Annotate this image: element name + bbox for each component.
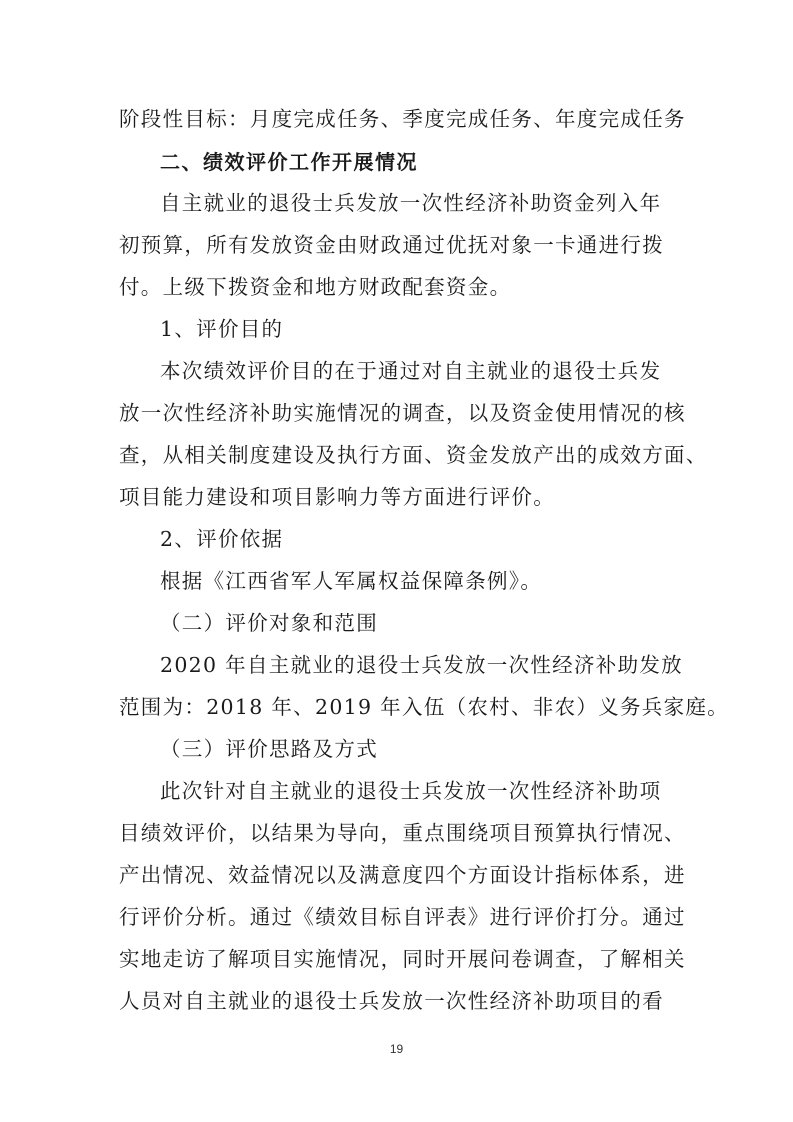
paragraph-line: 人员对自主就业的退役士兵发放一次性经济补助项目的看 [119, 989, 664, 1013]
paragraph-line: 目绩效评价，以结果为导向，重点围绕项目预算执行情况、 [119, 821, 686, 845]
paragraph-line: 本次绩效评价目的在于通过对自主就业的退役士兵发 [160, 359, 662, 383]
subheading-evaluation-purpose: 1、评价目的 [160, 317, 284, 341]
paragraph-line: 根据《江西省军人军属权益保障条例》。 [160, 569, 543, 593]
paragraph-line: 产出情况、效益情况以及满意度四个方面设计指标体系，进 [119, 863, 686, 887]
paragraph-line: 此次针对自主就业的退役士兵发放一次性经济补助项 [160, 779, 662, 803]
paragraph-line: 行评价分析。通过《绩效目标自评表》进行评价打分。通过 [119, 905, 686, 929]
subheading-evaluation-scope: （二）评价对象和范围 [160, 611, 378, 635]
paragraph-line: 范围为：2018 年、2019 年入伍（农村、非农）义务兵家庭。 [119, 695, 729, 719]
paragraph-line: 放一次性经济补助实施情况的调查，以及资金使用情况的核 [119, 401, 686, 425]
stage-goal-line: 阶段性目标：月度完成任务、季度完成任务、年度完成任务 [119, 107, 686, 131]
paragraph-line: 初预算，所有发放资金由财政通过优抚对象一卡通进行拨 [119, 233, 664, 257]
paragraph-line: 自主就业的退役士兵发放一次性经济补助资金列入年 [160, 191, 662, 215]
page-number: 19 [389, 1042, 404, 1056]
paragraph-line: 项目能力建设和项目影响力等方面进行评价。 [119, 485, 555, 509]
paragraph-line: 查，从相关制度建设及执行方面、资金发放产出的成效方面、 [119, 443, 708, 467]
paragraph-line: 实地走访了解项目实施情况，同时开展问卷调查，了解相关 [119, 947, 686, 971]
subheading-evaluation-approach: （三）评价思路及方式 [160, 737, 378, 761]
section-heading-performance-evaluation: 二、绩效评价工作开展情况 [160, 150, 418, 174]
subheading-evaluation-basis: 2、评价依据 [160, 527, 284, 551]
paragraph-line: 付。上级下拨资金和地方财政配套资金。 [119, 275, 512, 299]
paragraph-line: 2020 年自主就业的退役士兵发放一次性经济补助发放 [160, 653, 683, 677]
